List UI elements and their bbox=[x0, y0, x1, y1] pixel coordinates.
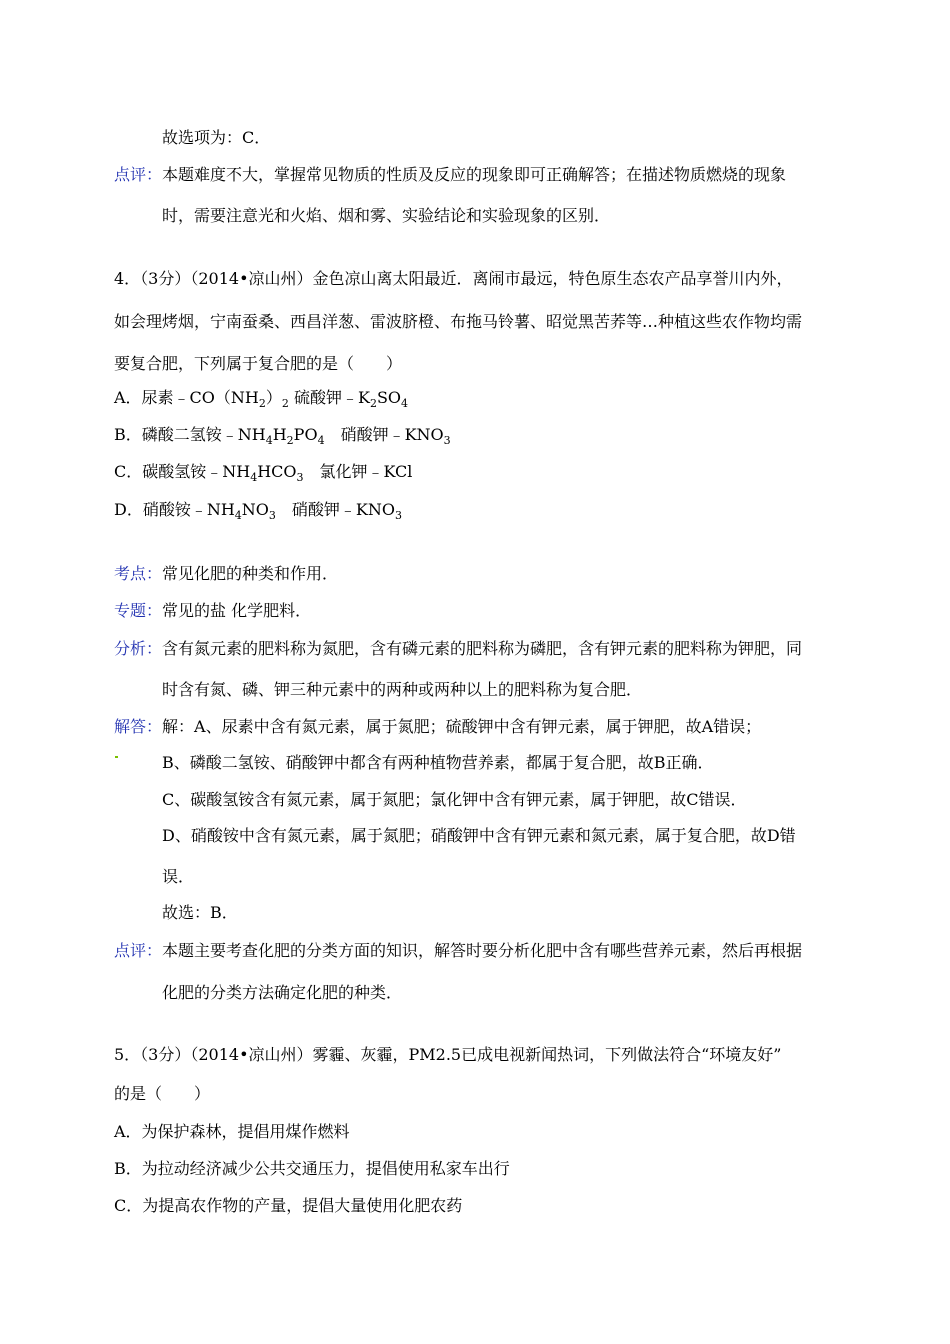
question-5-stem-line1: 5．（3分）（2014•凉山州）雾霾、灰霾，PM2.5已成电视新闻热词，下列做法符合“环境友好” bbox=[114, 1045, 782, 1064]
zhuanti-text: 常见的盐 化学肥料． bbox=[162, 601, 312, 620]
zhuanti-row bbox=[114, 600, 311, 622]
question-5-option-c: C．为提高农作物的产量，提倡大量使用化肥农药 bbox=[114, 1196, 463, 1215]
question-4-option-b: B．磷酸二氢铵$﹣NH_4H_2PO_4$ 硝酸钾$﹣KNO_3$ bbox=[114, 425, 451, 447]
zhuanti-label: 专题： bbox=[114, 601, 163, 620]
marker-dot bbox=[115, 756, 118, 758]
jieda-text-line2: B、磷酸二氢铵、硝酸钾中都含有两种植物营养素，都属于复合肥，故B正确． bbox=[162, 753, 714, 772]
review-text-line2: 化肥的分类方法确定化肥的种类． bbox=[162, 983, 403, 1002]
question-5-option-b: B．为拉动经济减少公共交通压力，提倡使用私家车出行 bbox=[114, 1159, 510, 1178]
kaodian-label: 考点： bbox=[114, 564, 163, 583]
review-text-line1: 本题难度不大，掌握常见物质的性质及反应的现象即可正确解答；在描述物质燃烧的现象 bbox=[162, 165, 787, 184]
answer-choice-q3: 故选项为：C． bbox=[162, 128, 271, 147]
question-4-stem-line1: 4．（3分）（2014•凉山州）金色凉山离太阳最近．离闹市最远，特色原生态农产品享誉川内外， bbox=[114, 269, 793, 288]
review-row-q4 bbox=[114, 940, 802, 962]
kaodian-text: 常见化肥的种类和作用． bbox=[162, 564, 339, 583]
review-label: 点评： bbox=[114, 165, 163, 184]
fenxi-text-line2: 时含有氮、磷、钾三种元素中的两种或两种以上的肥料称为复合肥． bbox=[162, 680, 643, 699]
jieda-row bbox=[114, 716, 761, 738]
jieda-text-line1: 解：A、尿素中含有氮元素，属于氮肥；硫酸钾中含有钾元素，属于钾肥，故A错误； bbox=[162, 717, 762, 736]
jieda-text-line3: C、碳酸氢铵含有氮元素，属于氮肥；氯化钾中含有钾元素，属于钾肥，故C错误． bbox=[162, 790, 747, 809]
question-5-stem-line2: 的是（ ） bbox=[114, 1084, 211, 1103]
question-4-option-a: A．尿素$﹣CO(NH_2)_2$ 硫酸钾$﹣K_2SO_4$ bbox=[114, 388, 409, 410]
question-4-stem-line2: 如会理烤烟，宁南蚕桑、西昌洋葱、雷波脐橙、布拖马铃薯、昭觉黑苦荞等…种植这些农作物均需 bbox=[114, 312, 803, 331]
question-5-option-a: A．为保护森林，提倡用煤作燃料 bbox=[114, 1122, 350, 1141]
review-label: 点评： bbox=[114, 941, 163, 960]
kaodian-row bbox=[114, 563, 338, 585]
review-text-line1: 本题主要考查化肥的分类方面的知识，解答时要分析化肥中含有哪些营养元素，然后再根据 bbox=[162, 941, 803, 960]
jieda-text-line4: D、硝酸铵中含有氮元素，属于氮肥；硝酸钾中含有钾元素和氮元素，属于复合肥，故D错 bbox=[162, 826, 796, 845]
review-text-line2: 时，需要注意光和火焰、烟和雾、实验结论和实验现象的区别． bbox=[162, 206, 611, 225]
question-4-option-c: C．碳酸氢铵$﹣NH_4HCO_3$ 氯化钾﹣KCl bbox=[114, 462, 413, 484]
fenxi-text-line1: 含有氮元素的肥料称为氮肥，含有磷元素的肥料称为磷肥，含有钾元素的肥料称为钾肥，同 bbox=[162, 639, 803, 658]
question-4-stem-line3: 要复合肥，下列属于复合肥的是（ ） bbox=[114, 354, 403, 373]
fenxi-row bbox=[114, 638, 802, 660]
jieda-text-line5: 误． bbox=[162, 867, 195, 886]
review-row-q3 bbox=[114, 164, 786, 186]
jieda-text-line6: 故选：B． bbox=[162, 903, 238, 922]
jieda-label: 解答： bbox=[114, 717, 163, 736]
question-4-option-d: D．硝酸铵$﹣NH_4NO_3$ 硝酸钾$﹣KNO_3$ bbox=[114, 500, 402, 522]
fenxi-label: 分析： bbox=[114, 639, 163, 658]
